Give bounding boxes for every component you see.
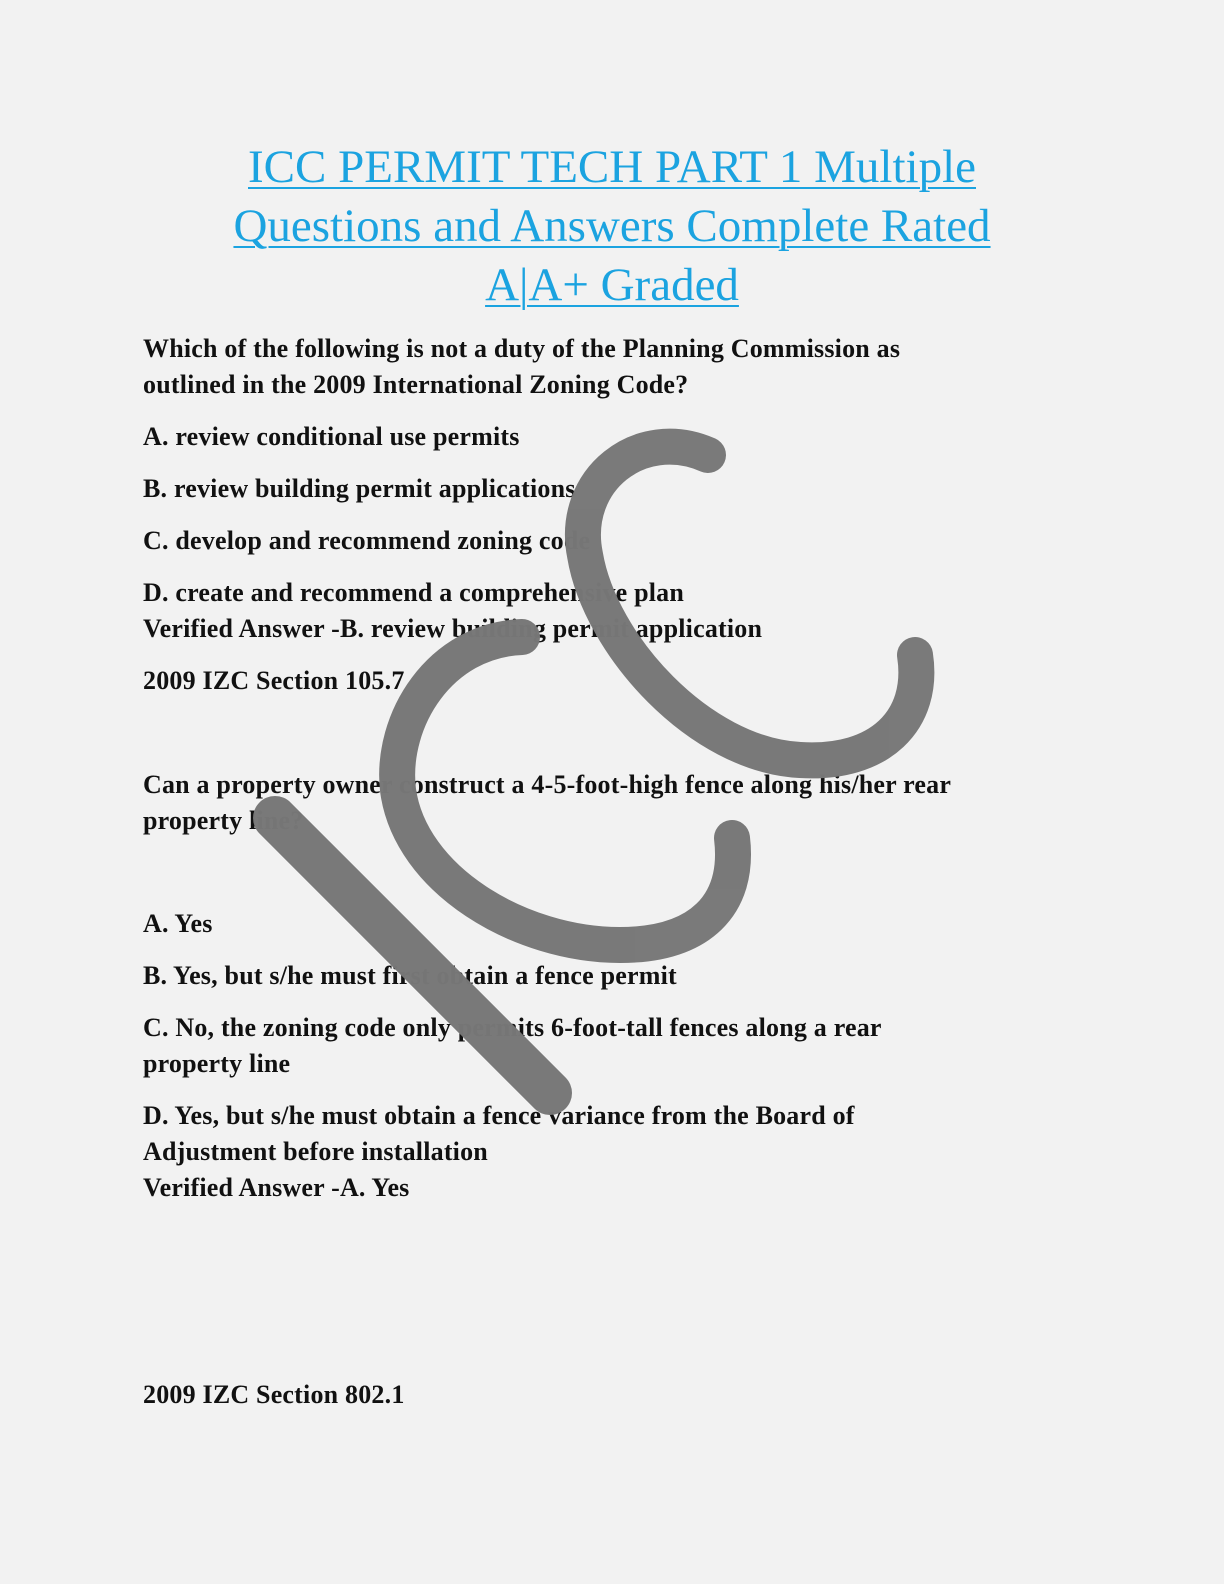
q1-option-b: B. review building permit applications bbox=[143, 474, 576, 503]
q1-option-c: C. develop and recommend zoning code bbox=[143, 526, 591, 555]
q2-option-a: A. Yes bbox=[143, 909, 213, 938]
q2-option-c-line-1: C. No, the zoning code only permits 6-foot-tall fences along a rear bbox=[143, 1013, 882, 1042]
q2-option-d-line-1: D. Yes, but s/he must obtain a fence variance from the Board of bbox=[143, 1101, 855, 1130]
q1-option-a: A. review conditional use permits bbox=[143, 422, 520, 451]
watermark-letter-i bbox=[275, 818, 550, 1093]
q2-option-d-line-2: Adjustment before installation bbox=[143, 1137, 488, 1166]
title-line-3: A|A+ Graded bbox=[485, 259, 739, 311]
q1-reference: 2009 IZC Section 105.7 bbox=[143, 666, 405, 695]
q1-option-d: D. create and recommend a comprehensive plan bbox=[143, 578, 685, 607]
q1-verified-answer: Verified Answer -B. review building permit application bbox=[143, 614, 763, 643]
title-line-1: ICC PERMIT TECH PART 1 Multiple bbox=[248, 141, 976, 193]
q2-option-c-line-2: property line bbox=[143, 1049, 291, 1078]
q2-option-b: B. Yes, but s/he must first obtain a fence permit bbox=[143, 961, 677, 990]
title-line-2: Questions and Answers Complete Rated bbox=[233, 200, 991, 252]
q1-question-line-1: Which of the following is not a duty of the Planning Commission as bbox=[143, 334, 901, 363]
q2-verified-answer: Verified Answer -A. Yes bbox=[143, 1173, 410, 1202]
q1-question-line-2: outlined in the 2009 International Zoning Code? bbox=[143, 370, 689, 399]
document-title bbox=[130, 138, 1094, 315]
q2-question-line-1: Can a property owner construct a 4-5-foot-high fence along his/her rear bbox=[143, 770, 952, 799]
q2-reference: 2009 IZC Section 802.1 bbox=[143, 1380, 405, 1409]
q2-question-line-2: property line? bbox=[143, 806, 304, 835]
